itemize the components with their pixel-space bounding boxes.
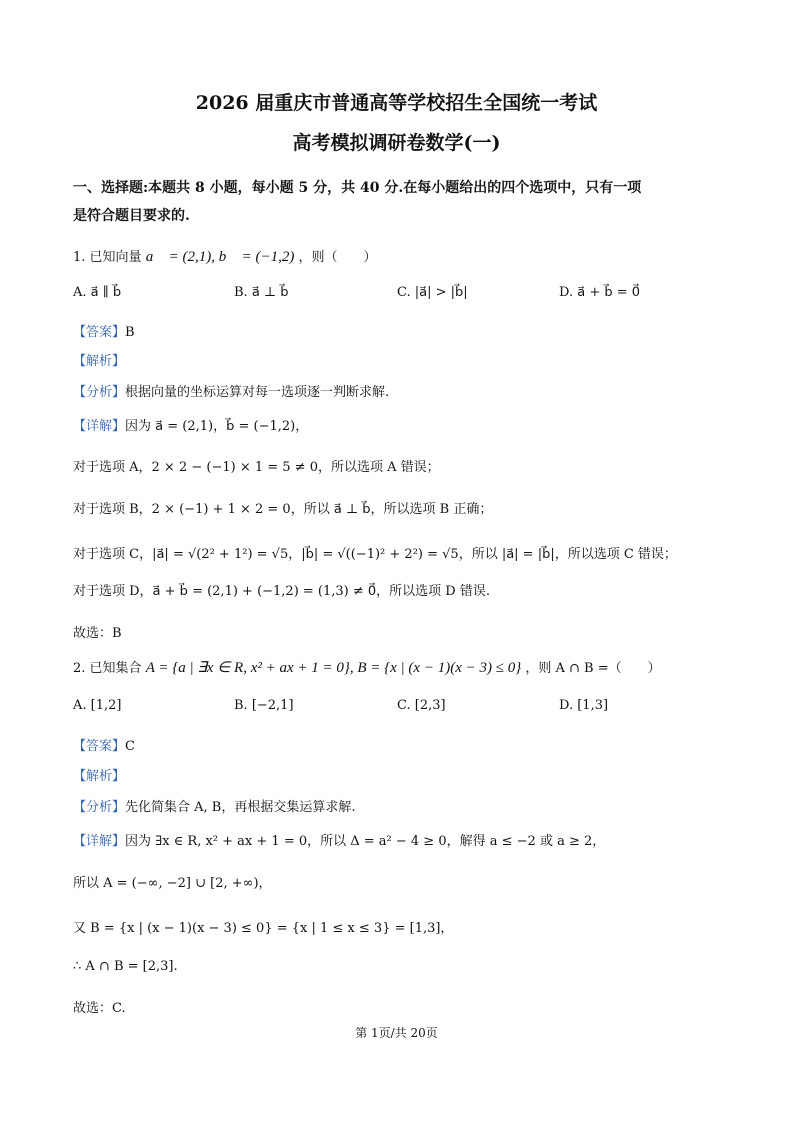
q1-fenxi — [73, 383, 389, 403]
q1-option-c: C. |a⃗| > |b⃗| — [397, 285, 468, 300]
fenxi-tag: 【分析】 — [73, 385, 126, 400]
q1-xiangjie — [73, 417, 308, 437]
q1-answer-value: B — [125, 325, 135, 340]
q1-math: a⃗ = (2,1), b⃗ = (−1,2) — [145, 249, 295, 265]
q2-stem — [73, 658, 661, 679]
q2-conclusion: 故选：C. — [73, 1001, 126, 1016]
q1-answer — [73, 323, 135, 343]
q1-option-b: B. a⃗ ⊥ b⃗ — [234, 285, 289, 300]
q2-xiangjie-text: 因为 ∃x ∈ R, x² + ax + 1 = 0，所以 Δ = a² − 4 ≥ 0，解得 a ≤ −2 或 a ≥ 2， — [125, 834, 606, 849]
q2-stem-text: 2. 已知集合 — [73, 661, 142, 676]
q2-fenxi-text: 先化简集合 A, B，再根据交集运算求解. — [125, 800, 356, 815]
answer-tag: 【答案】 — [73, 325, 126, 340]
q2-option-a: A. [1,2] — [73, 698, 122, 713]
q2-option-b: B. [−2,1] — [234, 698, 294, 713]
q1-option-d: D. a⃗ + b⃗ = 0⃗ — [559, 285, 641, 300]
q2-line-1: 所以 A = (−∞, −2] ∪ [2, +∞)， — [73, 876, 272, 891]
q2-analysis-tag: 【解析】 — [73, 769, 126, 784]
page-footer: 第 1页/共 20页 — [355, 1026, 438, 1040]
q1-conclusion: 故选：B — [73, 626, 122, 641]
q2-fenxi — [73, 798, 356, 818]
q1-line-a: 对于选项 A，2 × 2 − (−1) × 1 = 5 ≠ 0，所以选项 A 错误； — [73, 460, 440, 475]
q1-fenxi-text: 根据向量的坐标运算对每一选项逐一判断求解. — [125, 385, 390, 400]
q2-math: A = {a | ∃x ∈ R, x² + ax + 1 = 0}, B = {x | (x − 1)(x − 3) ≤ 0} — [145, 660, 522, 676]
q1-line-d: 对于选项 D，a⃗ + b⃗ = (2,1) + (−1,2) = (1,3) ≠ 0⃗，所以选项 D 错误. — [73, 584, 490, 599]
q2-answer — [73, 737, 135, 757]
q2-option-c: C. [2,3] — [397, 698, 446, 713]
q2-tail: ，则 A ∩ B =（ ） — [525, 661, 661, 676]
q1-line-b: 对于选项 B，2 × (−1) + 1 × 2 = 0，所以 a⃗ ⊥ b⃗，所以选项 B 正确； — [73, 502, 493, 517]
q2-xiangjie — [73, 832, 605, 852]
q1-line-c: 对于选项 C，|a⃗| = √(2² + 1²) = √5，|b⃗| = √((−1)² + 2²) = √5，所以 |a⃗| = |b⃗|，所以选项 C 错误； — [73, 547, 677, 562]
xiangjie-tag: 【详解】 — [73, 419, 126, 434]
q1-stem — [73, 247, 377, 268]
xiangjie-tag: 【详解】 — [73, 834, 126, 849]
q2-line-2: 又 B = {x | (x − 1)(x − 3) ≤ 0} = {x | 1 ≤ x ≤ 3} = [1,3]， — [73, 921, 454, 936]
q2-option-d: D. [1,3] — [559, 698, 609, 713]
q1-option-a: A. a⃗ ∥ b⃗ — [73, 285, 122, 300]
fenxi-tag: 【分析】 — [73, 800, 126, 815]
q1-stem-text: 1. 已知向量 — [73, 250, 142, 265]
q1-tail: ，则（ ） — [298, 250, 377, 265]
q1-xiangjie-text: 因为 a⃗ = (2,1)，b⃗ = (−1,2)， — [125, 419, 309, 434]
q2-answer-value: C — [125, 739, 135, 754]
q1-analysis-tag: 【解析】 — [73, 354, 126, 369]
title-line2: 高考模拟调研卷数学(一) — [292, 132, 501, 154]
q2-line-3: ∴ A ∩ B = [2,3]. — [73, 959, 178, 974]
title-line1: 2026 届重庆市普通高等学校招生全国统一考试 — [195, 92, 598, 114]
section-header-line2: 是符合题目要求的. — [73, 208, 190, 224]
answer-tag: 【答案】 — [73, 739, 126, 754]
section-header-line1: 一、选择题:本题共 8 小题，每小题 5 分，共 40 分.在每小题给出的四个选项中，只有一项 — [73, 180, 642, 196]
